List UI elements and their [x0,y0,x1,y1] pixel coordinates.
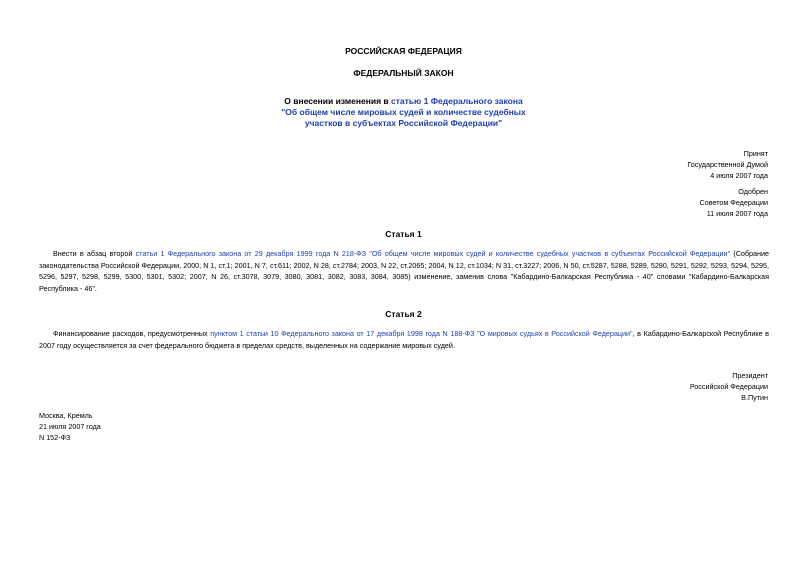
law-type-heading: ФЕДЕРАЛЬНЫЙ ЗАКОН [353,68,454,78]
article-1-heading: Статья 1 [385,229,422,239]
article-2-link[interactable]: пунктом 1 статьи 10 Федерального закона от 17 декабря 1998 года N 188-ФЗ "О мировых судьях в Российской Федерации" [210,329,633,338]
article-2-heading: Статья 2 [385,309,422,319]
approved-body: Советом Федерации [699,198,768,207]
law-title [0,96,807,129]
signature-block [690,370,768,403]
adopted-body: Государственной Думой [687,160,768,169]
signature-country: Российской Федерации [689,382,768,391]
approved-block [700,186,768,219]
country-heading: РОССИЙСКАЯ ФЕДЕРАЦИЯ [345,46,462,56]
article-1-text-before: Внести в абзац второй [53,249,136,258]
footer-date: 21 июля 2007 года [39,422,101,431]
article-2-text-before: Финансирование расходов, предусмотренных [53,329,211,338]
title-line-1 [0,96,807,107]
approved-date: 11 июля 2007 года [706,209,768,218]
article-2-text-after: , в Кабардино-Балкарской Республике в 2007 году осуществляется за счет федерального бюджета в пределах средств, выделенных на содержание мировых судей. [39,329,769,350]
footer-block [39,410,101,443]
signature-title: Президент [732,371,768,380]
article-1-link[interactable]: статьи 1 Федерального закона от 29 декабря 1999 года N 218-ФЗ "Об общем числе мировых судей и количестве судебных участков в субъектах Российской Федерации" [135,249,731,258]
title-link-article[interactable]: статью 1 Федерального закона [391,96,523,106]
article-2-text [39,328,769,351]
title-line-3[interactable]: участков в субъектах Российской Федерации" [304,118,503,128]
approved-label: Одобрен [738,187,768,196]
adopted-date: 4 июля 2007 года [710,171,768,180]
article-1-text [39,248,769,294]
footer-place: Москва, Кремль [39,411,93,420]
adopted-label: Принят [743,149,768,158]
signature-name: В.Путин [741,393,768,402]
title-line-2[interactable]: "Об общем числе мировых судей и количестве судебных [281,107,526,117]
title-prefix: О внесении изменения в [284,96,391,106]
adopted-block [687,148,768,181]
footer-number: N 152-ФЗ [39,433,71,442]
article-1-text-after: (Собрание законодательства Российской Федерации, 2000, N 1, ст.1; 2001, N 7, ст.611; 2002, N 28, ст.2784; 2003, N 22, ст.2065; 2004, N 12, ст.1034; N 31, ст.3227; 2006, N 50, ст.5287, 5288, 5289, 5290, 5291, 5292, 5293, 5294, 5295, 5296, 5297, 5298, 5299, 5300, 5301, 5302; 2007, N 26, ст.3078, 3079, 3080, 3081, 3082, 3083, 3084, 3085) изменение, заменив слова "Кабардино-Балкарская Республика - 40" словами "Кабардино-Балкарская Республика - 46". [39,249,770,293]
